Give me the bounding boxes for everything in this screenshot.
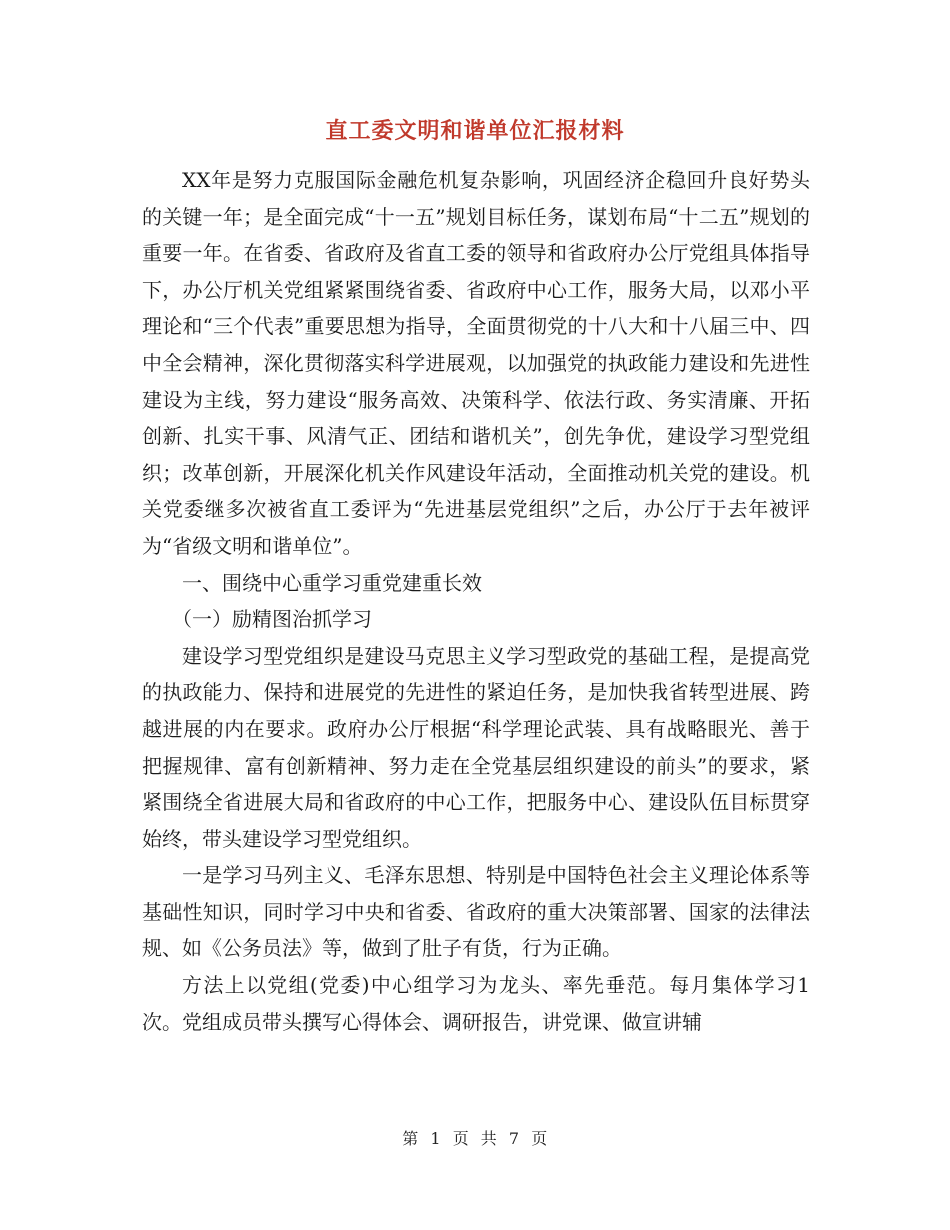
paragraph-study-method: 方法上以党组(党委)中心组学习为龙头、率先垂范。每月集体学习1次。党组成员带头撰写心得体会、调研报告，讲党课、做宣讲辅 [142, 973, 810, 1034]
footer-total-pages: 7 [508, 1129, 520, 1148]
subsection-heading-1: （一）励精图治抓学习 [172, 607, 372, 632]
paragraph-study-content: 一是学习马列主义、毛泽东思想、特别是中国特色社会主义理论体系等基础性知识，同时学习中央和省委、省政府的重大决策部署、国家的法律法规、如《公务员法》等，做到了肚子有货，行为正确。 [142, 863, 810, 961]
section-heading-1: 一、围绕中心重学习重党建重长效 [182, 570, 482, 595]
footer-total-prefix: 共 [480, 1129, 498, 1148]
footer-current-page: 1 [430, 1129, 442, 1148]
paragraph-intro: XX年是努力克服国际金融危机复杂影响，巩固经济企稳回升良好势头的关键一年；是全面完成“十一五”规划目标任务，谋划布局“十二五”规划的重要一年。在省委、省政府及省直工委的领导和省政府办公厅党组具体指导下，办公厅机关党组紧紧围绕省委、省政府中心工作，服务大局，以邓小平理论和“三个代表”重要思想为指导，全面贯彻党的十八大和十八届三中、四中全会精神，深化贯彻落实科学进展观，以加强党的执政能力建设和先进性建设为主线，努力建设“服务高效、决策科学、依法行政、务实清廉、开拓创新、扎实干事、风清气正、团结和谐机关”，创先争优，建设学习型党组织；改革创新，开展深化机关作风建设年活动，全面推动机关党的建设。机关党委继多次被省直工委评为“先进基层党组织”之后，办公厅于去年被评为“省级文明和谐单位”。 [142, 168, 810, 558]
footer-page-label: 页 [452, 1129, 470, 1148]
page-footer [0, 1126, 950, 1149]
document-body [142, 162, 810, 1040]
paragraph-study-org: 建设学习型党组织是建设马克思主义学习型政党的基础工程，是提高党的执政能力、保持和进展党的先进性的紧迫任务，是加快我省转型进展、跨越进展的内在要求。政府办公厅根据“科学理论武装、具有战略眼光、善于把握规律、富有创新精神、努力走在全党基层组织建设的前头”的要求，紧紧围绕全省进展大局和省政府的中心工作，把服务中心、建设队伍目标贯穿始终，带头建设学习型党组织。 [142, 643, 810, 851]
footer-prefix: 第 [402, 1129, 419, 1148]
document-title: 直工委文明和谐单位汇报材料 [325, 118, 625, 144]
footer-suffix: 页 [531, 1129, 548, 1148]
